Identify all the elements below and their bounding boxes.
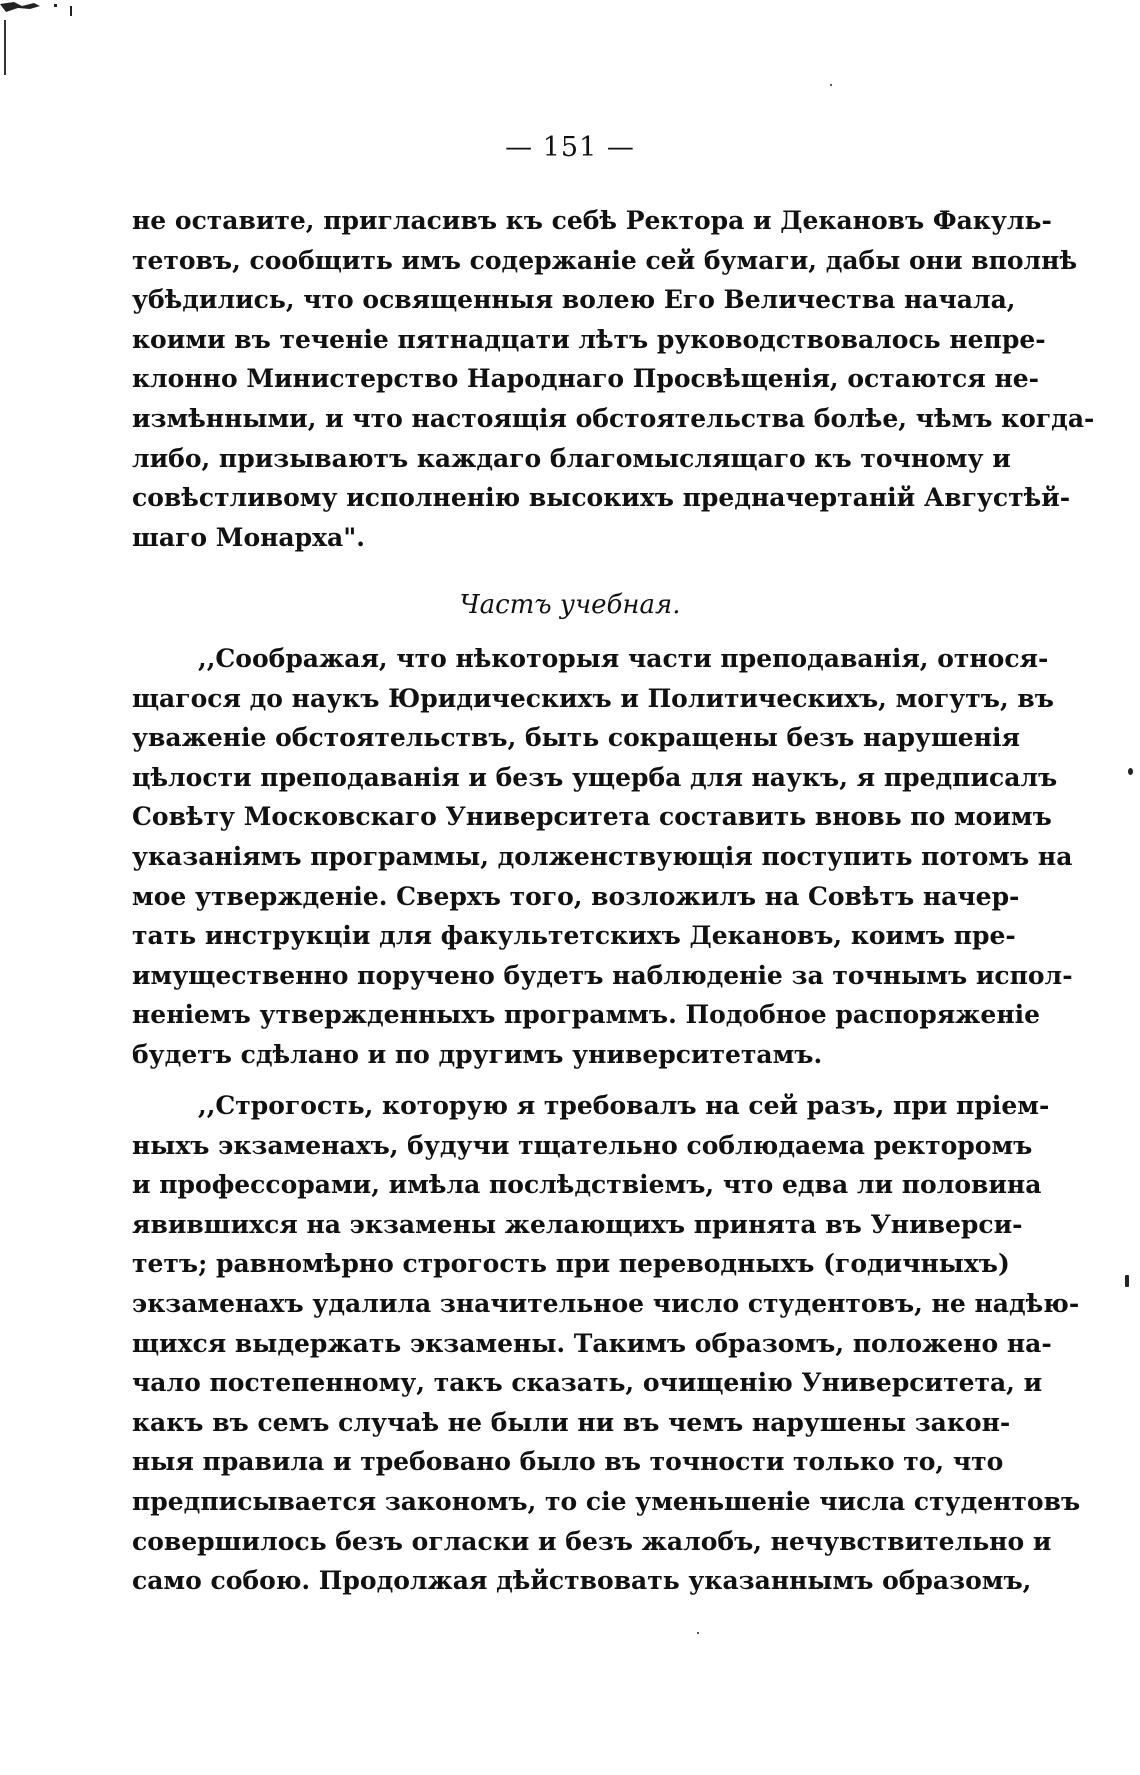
text-line: ныя правила и требовано было въ точности только то, что	[132, 1447, 1004, 1477]
text-line: либо, призываютъ каждаго благомыслящаго къ точному и	[132, 443, 1011, 473]
paragraph-3	[132, 1086, 1081, 1601]
text-line: чало постепенному, такъ сказать, очищенію Университета, и	[132, 1368, 1043, 1398]
text-line: щихся выдержать экзамены. Такимъ образомъ, положено на-	[132, 1328, 1052, 1358]
text-line: само собою. Продолжая дѣйствовать указаннымъ образомъ,	[132, 1566, 1032, 1596]
scan-speck	[697, 1632, 699, 1634]
text-line: будетъ сдѣлано и по другимъ университетамъ.	[132, 1039, 823, 1069]
text-line: явившихся на экзамены желающихъ принята въ Универси-	[132, 1209, 1023, 1239]
text-line: совершилось безъ огласки и безъ жалобъ, нечувствительно и	[132, 1526, 1052, 1556]
text-line: не оставите, пригласивъ къ себѣ Ректора и Декановъ Факуль-	[132, 206, 1052, 235]
paragraph-1	[132, 201, 1095, 557]
text-line: ныхъ экзаменахъ, будучи тщательно соблюдаема ректоромъ	[132, 1130, 1033, 1160]
text-line: какъ въ семъ случаѣ не были ни въ чемъ нарушены закон-	[132, 1407, 1011, 1437]
text-line: имущественно поручено будетъ наблюденіе за точнымъ испол-	[132, 960, 1073, 990]
text-line: цѣлости преподаванія и безъ ущерба для наукъ, я предписалъ	[132, 762, 1058, 792]
text-line: измѣнными, и что настоящія обстоятельства болѣе, чѣмъ когда-	[132, 403, 1095, 433]
text-line: тетовъ, сообщить имъ содержаніе сей бумаги, дабы они вполнѣ	[132, 245, 1078, 275]
text-line: и профессорами, имѣла послѣдствіемъ, что едва ли половина	[132, 1170, 1042, 1200]
scan-speck	[1128, 768, 1133, 775]
text-line: мое утвержденіе. Сверхъ того, возложилъ на Совѣтъ начер-	[132, 881, 1020, 911]
text-line: неніемъ утвержденныхъ программъ. Подобное распоряженіе	[132, 1000, 1041, 1030]
text-line: тетъ; равномѣрно строгость при переводныхъ (годичныхъ)	[132, 1249, 1010, 1279]
text-line: шаго Монарха".	[132, 522, 365, 552]
text-line: убѣдились, что освященныя волею Его Величества начала,	[132, 285, 1016, 315]
page-number: — 151 —	[505, 132, 635, 163]
text-line: клонно Министерство Народнаго Просвѣщенія, остаются не-	[132, 364, 1040, 394]
text-line: указаніямъ программы, долженствующія поступить потомъ на	[132, 841, 1073, 871]
text-line: Совѣту Московскаго Университета составить вновь по моимъ	[132, 802, 1052, 832]
scan-corner-mark	[0, 0, 80, 30]
text-line: экзаменахъ удалила значительное число студентовъ, не надѣю-	[132, 1288, 1080, 1318]
text-line: тать инструкціи для факультетскихъ Декановъ, коимъ пре-	[132, 921, 1016, 951]
text-line: ,,Соображая, что нѣкоторыя части преподаванія, относя-	[198, 644, 1049, 673]
text-line: совѣстливому исполненію высокихъ предначертаній Августѣй-	[132, 483, 1071, 513]
text-line: коими въ теченіе пятнадцати лѣтъ руководствовалось непре-	[132, 324, 1046, 354]
text-line: уваженіе обстоятельствъ, быть сокращены безъ нарушенія	[132, 723, 1020, 753]
text-line: щагося до наукъ Юридическихъ и Политическихъ, могутъ, въ	[132, 683, 1054, 713]
paragraph-2	[132, 639, 1073, 1075]
scan-speck	[1125, 1275, 1129, 1287]
scan-edge-line	[4, 20, 6, 75]
section-heading: Частъ учебная.	[459, 590, 681, 620]
text-line: предписывается закономъ, то сіе уменьшеніе числа студентовъ	[132, 1486, 1081, 1516]
scan-speck	[830, 84, 832, 86]
text-line: ,,Строгость, которую я требовалъ на сей разъ, при пріем-	[198, 1091, 1050, 1120]
